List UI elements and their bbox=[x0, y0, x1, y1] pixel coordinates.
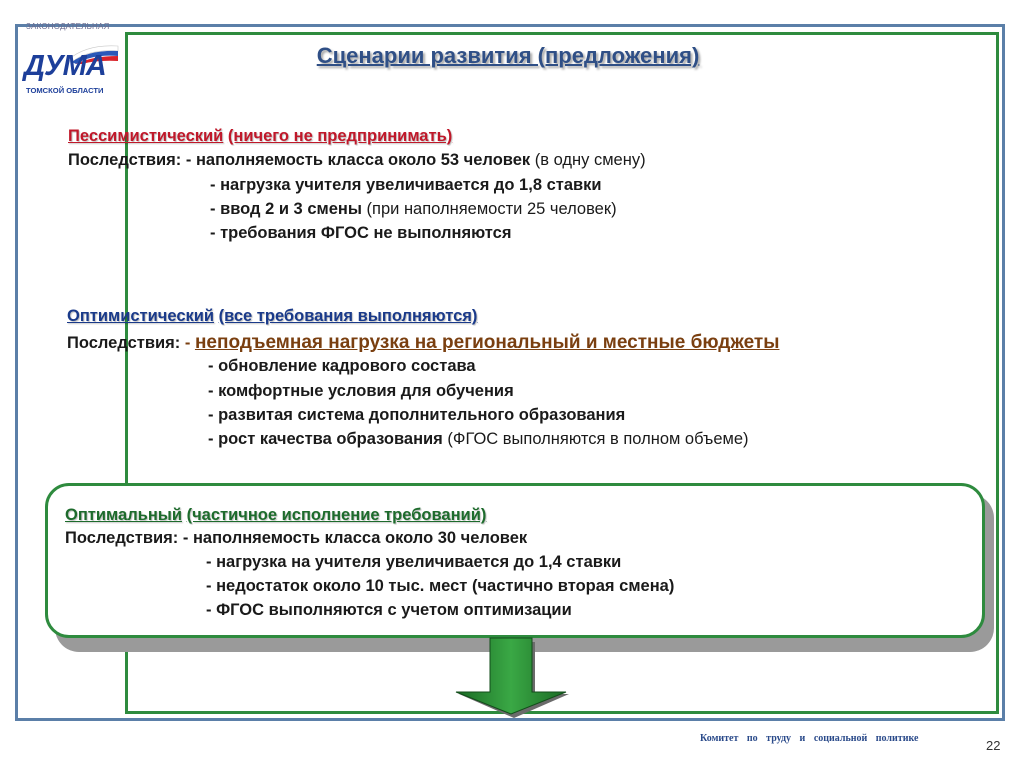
pessimistic-line3-bold: - ввод 2 и 3 смены bbox=[210, 200, 362, 218]
pessimistic-line-3 bbox=[210, 200, 617, 219]
optimistic-line-4: - развитая система дополнительного образования bbox=[208, 406, 626, 424]
optimal-line-1 bbox=[65, 529, 527, 548]
pessimistic-name: Пессимистический bbox=[68, 127, 224, 145]
optimal-consequences-label: Последствия: bbox=[65, 529, 179, 547]
pessimistic-line-1 bbox=[68, 151, 646, 170]
optimal-line1: - наполняемость класса около 30 человек bbox=[182, 529, 528, 547]
pessimistic-line-4: - требования ФГОС не выполняются bbox=[210, 224, 512, 242]
slide-title: Сценарии развития (предложения) bbox=[316, 43, 700, 68]
optimal-line-4: - ФГОС выполняются с учетом оптимизации bbox=[206, 601, 572, 619]
logo-main-text: ДУМА bbox=[24, 50, 106, 82]
pessimistic-line3-normal: (при наполняемости 25 человек) bbox=[366, 200, 617, 218]
optimistic-note: (все требования выполняются) bbox=[218, 307, 478, 325]
optimistic-dash: - bbox=[184, 334, 191, 352]
optimistic-heading bbox=[67, 307, 477, 326]
footer-committee: Комитет по труду и социальной политике bbox=[700, 733, 919, 744]
optimistic-line-1 bbox=[67, 332, 779, 354]
optimistic-budget-burden: неподъемная нагрузка на региональный и местные бюджеты bbox=[194, 332, 780, 353]
pessimistic-line1-bold: - наполняемость класса около 53 человек bbox=[185, 151, 531, 169]
optimal-heading bbox=[65, 506, 486, 525]
optimistic-line5-normal: (ФГОС выполняются в полном объеме) bbox=[447, 430, 749, 448]
optimistic-line-2: - обновление кадрового состава bbox=[208, 357, 476, 375]
pessimistic-line-2: - нагрузка учителя увеличивается до 1,8 ставки bbox=[210, 176, 602, 194]
optimistic-line-5 bbox=[208, 430, 749, 449]
pessimistic-consequences-label: Последствия: bbox=[68, 151, 182, 169]
logo-top-text: ЗАКОНОДАТЕЛЬНАЯ bbox=[26, 22, 110, 31]
optimistic-name: Оптимистический bbox=[67, 307, 215, 325]
page-number: 22 bbox=[986, 738, 1001, 753]
pessimistic-line1-normal: (в одну смену) bbox=[534, 151, 646, 169]
down-arrow-icon bbox=[448, 636, 576, 720]
pessimistic-note: (ничего не предпринимать) bbox=[227, 127, 453, 145]
optimistic-line5-bold: - рост качества образования bbox=[208, 430, 443, 448]
optimistic-line-3: - комфортные условия для обучения bbox=[208, 382, 514, 400]
logo-bottom-text: ТОМСКОЙ ОБЛАСТИ bbox=[26, 86, 104, 95]
optimal-note: (частичное исполнение требований) bbox=[186, 506, 487, 524]
pessimistic-heading bbox=[68, 127, 452, 146]
optimal-name: Оптимальный bbox=[65, 506, 183, 524]
optimal-line-2: - нагрузка на учителя увеличивается до 1,4 ставки bbox=[206, 553, 622, 571]
optimal-line-3: - недостаток около 10 тыс. мест (частично вторая смена) bbox=[206, 577, 675, 595]
duma-logo bbox=[22, 20, 122, 102]
optimistic-consequences-label: Последствия: bbox=[67, 334, 181, 352]
